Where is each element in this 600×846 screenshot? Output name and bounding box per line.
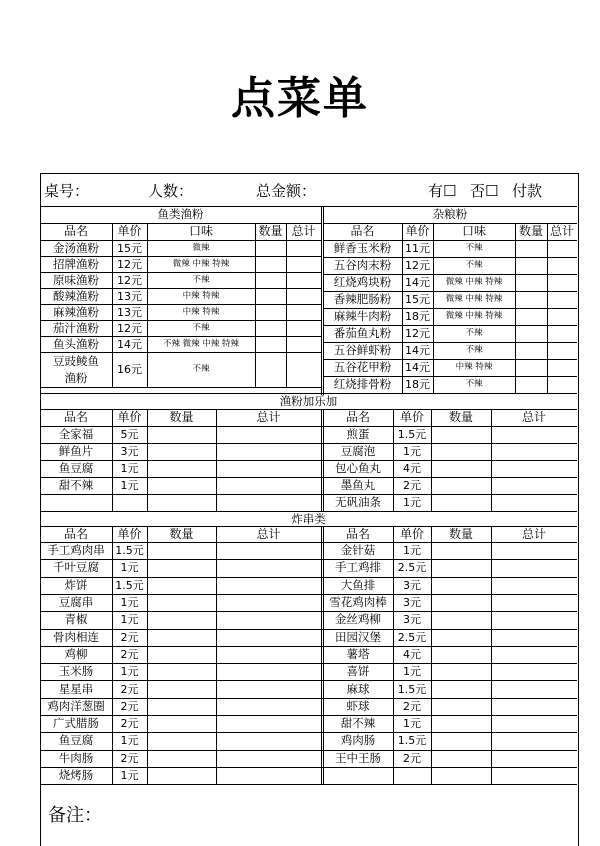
item-name: 煎蛋 (346, 427, 370, 441)
item-name: 香辣肥肠粉 (333, 292, 392, 306)
column-header: 单价 (399, 409, 424, 424)
column-header: 品名 (63, 526, 88, 541)
grid-line (112, 223, 113, 387)
taste-options[interactable]: 不辣 (192, 322, 210, 333)
column-header: 单价 (405, 224, 430, 238)
item-name: 鲜香玉米粉 (333, 241, 392, 255)
column-header: 品名 (345, 526, 370, 541)
item-name: 金针菇 (340, 543, 376, 558)
column-header: 数量 (169, 409, 194, 424)
item-name: 鸡肉肠 (340, 733, 376, 748)
item-name: 金丝鸡柳 (335, 612, 381, 627)
item-price: 2.5元 (397, 630, 427, 644)
item-name: 鱼豆腐 (58, 733, 94, 748)
taste-options[interactable]: 中辣 特辣 (182, 306, 220, 317)
column-header: 单价 (117, 224, 142, 238)
grid-line (147, 223, 148, 387)
item-price: 1元 (120, 462, 139, 475)
item-price: 13元 (117, 289, 142, 303)
item-name: 番茄鱼丸粉 (333, 326, 392, 340)
column-header: 口味 (461, 224, 486, 238)
item-price: 15元 (405, 293, 430, 306)
page-title: 点菜单 (231, 73, 369, 124)
item-price: 2元 (120, 751, 139, 765)
item-price: 4元 (403, 462, 421, 475)
grid-line (321, 206, 322, 395)
item-price: 2.5元 (397, 561, 427, 575)
grid-line (286, 223, 287, 387)
item-price: 1元 (120, 613, 139, 627)
item-price: 14元 (117, 337, 142, 351)
grid-line (431, 526, 432, 784)
item-name: 千叶豆腐 (53, 560, 99, 575)
grid-line (547, 223, 548, 393)
item-price: 1.5元 (397, 682, 427, 696)
column-header: 品名 (350, 224, 375, 238)
grid-line (255, 223, 256, 387)
item-name: 骨肉相连 (53, 629, 99, 644)
item-price: 1元 (120, 769, 139, 783)
item-price: 2元 (120, 717, 139, 731)
item-name: 鲜鱼片 (58, 444, 94, 458)
item-price: 1.5元 (115, 578, 144, 592)
item-name: 甜不辣 (58, 478, 94, 492)
item-name: 星星串 (58, 681, 94, 696)
item-price: 3元 (403, 578, 421, 592)
total-amount-label: 总金额： (256, 182, 317, 200)
item-name: 红烧排骨粉 (333, 377, 392, 391)
taste-options[interactable]: 微辣 中辣 特辣 (172, 258, 230, 269)
item-name: 薯塔 (346, 646, 370, 661)
item-name: 麻辣渔粉 (53, 304, 99, 319)
item-price: 13元 (117, 305, 142, 319)
item-name: 王中王肠 (335, 750, 381, 765)
column-header: 单价 (117, 409, 142, 424)
item-price: 12元 (405, 327, 430, 340)
item-price: 18元 (405, 310, 430, 323)
taste-options[interactable]: 不辣 (465, 260, 483, 270)
column-header: 数量 (518, 224, 543, 238)
order-header (40, 173, 577, 206)
item-price: 11元 (405, 242, 430, 255)
item-name: 甜不辣 (340, 716, 376, 731)
column-header: 总计 (521, 526, 546, 541)
taste-options[interactable]: 不辣 (465, 328, 483, 338)
item-name: 原味渔粉 (53, 272, 99, 287)
grid-line (147, 409, 148, 511)
item-price: 2元 (120, 630, 139, 644)
item-name: 豆豉鲮鱼 (53, 353, 99, 368)
item-price: 12元 (405, 259, 430, 272)
item-price: 1元 (403, 445, 421, 458)
item-name: 全家福 (58, 427, 94, 441)
item-name: 豆腐串 (58, 595, 94, 610)
item-price: 2元 (403, 699, 421, 713)
taste-options[interactable]: 不辣 (465, 379, 483, 389)
item-name: 鸡肉洋葱圈 (47, 698, 105, 713)
column-header: 数量 (448, 526, 473, 541)
item-price: 1元 (120, 734, 139, 748)
item-name: 烧烤肠 (58, 768, 94, 783)
item-name: 喜饼 (346, 664, 370, 679)
taste-options[interactable]: 中辣 特辣 (455, 362, 493, 372)
taste-options[interactable]: 微辣 中辣 特辣 (445, 277, 503, 287)
item-name: 田园汉堡 (335, 629, 381, 644)
item-price: 3元 (120, 445, 139, 458)
column-header: 总计 (521, 409, 546, 424)
grid-line (112, 526, 113, 784)
column-header: 数量 (448, 409, 473, 424)
item-price: 2元 (403, 479, 421, 492)
grid-line (40, 387, 321, 388)
item-price: 15元 (117, 241, 142, 255)
item-price: 1元 (120, 665, 139, 679)
no-checkbox[interactable]: 否☐ (470, 182, 499, 200)
column-header: 品名 (345, 409, 370, 424)
item-name: 酸辣渔粉 (53, 288, 99, 303)
item-name: 红烧鸡块粉 (333, 275, 392, 289)
item-name: 五谷肉末粉 (333, 258, 392, 272)
item-name: 鱼豆腐 (58, 461, 94, 475)
section-title-fish-noodles: 鱼类渔粉 (157, 207, 204, 221)
yes-checkbox[interactable]: 有☐ (428, 182, 457, 200)
taste-options[interactable]: 中辣 特辣 (182, 290, 220, 301)
item-price: 4元 (403, 647, 421, 661)
item-name: 茄汁渔粉 (53, 320, 99, 335)
grid-line (431, 409, 432, 511)
grid-line (40, 494, 577, 495)
item-name: 青椒 (64, 612, 88, 627)
item-price: 2元 (403, 751, 421, 765)
grid-line (393, 409, 394, 511)
column-header: 品名 (63, 409, 88, 424)
item-price: 2元 (120, 682, 139, 696)
item-price: 3元 (403, 596, 421, 610)
item-price: 12元 (117, 321, 142, 335)
item-name: 雪花鸡肉棒 (329, 595, 387, 610)
item-name: 玉米肠 (58, 664, 94, 679)
item-price: 5元 (120, 428, 139, 441)
item-price: 1.5元 (115, 544, 144, 558)
grid-line (515, 223, 516, 393)
item-name: 广式腊肠 (53, 716, 99, 731)
item-name: 招牌渔粉 (53, 256, 99, 271)
column-header: 总计 (291, 224, 316, 238)
item-name: 牛肉肠 (58, 750, 94, 765)
item-price: 1元 (120, 596, 139, 610)
taste-options[interactable]: 微辣 (192, 242, 210, 253)
item-name: 豆腐泡 (340, 444, 376, 458)
item-name: 麻辣牛肉粉 (333, 309, 392, 323)
item-price: 1.5元 (397, 428, 427, 441)
item-price: 2元 (120, 699, 139, 713)
item-price: 12元 (117, 273, 142, 287)
item-name: 五谷花甲粉 (333, 360, 392, 374)
column-header: 单价 (117, 526, 142, 541)
item-price: 3元 (403, 613, 421, 627)
table-number-label: 桌号： (44, 182, 90, 200)
item-price: 18元 (405, 378, 430, 391)
item-price: 1元 (403, 496, 421, 509)
grid-line (40, 784, 577, 785)
item-name: 金汤渔粉 (53, 240, 99, 255)
taste-options[interactable]: 微辣 中辣 特辣 (445, 294, 503, 304)
item-name: 包心鱼丸 (335, 461, 381, 475)
taste-options[interactable]: 不辣 (465, 243, 483, 253)
item-name: 墨鱼丸 (340, 478, 376, 492)
taste-options[interactable]: 不辣 (192, 274, 210, 285)
item-price: 14元 (405, 361, 430, 374)
item-price: 14元 (405, 276, 430, 289)
item-name: 炸饼 (64, 577, 88, 592)
grid-line (216, 409, 217, 511)
taste-options[interactable]: 不辣 微辣 中辣 特辣 (162, 338, 240, 349)
grid-line (112, 409, 113, 511)
item-name: 鱼头渔粉 (53, 336, 99, 351)
grid-line (323, 409, 324, 511)
section-title-grain-noodles: 杂粮粉 (432, 207, 468, 221)
grid-line (491, 526, 492, 784)
item-name: 虾球 (346, 698, 370, 713)
item-price: 1元 (403, 544, 421, 558)
column-header: 口味 (188, 224, 213, 238)
grid-line (323, 526, 324, 784)
payment-label: 付款 (512, 182, 543, 200)
section-title-addons: 渔粉加乐加 (279, 394, 338, 408)
column-header: 总计 (549, 224, 574, 238)
grid-line (433, 223, 434, 393)
column-header: 品名 (63, 224, 88, 238)
column-header: 单价 (399, 526, 424, 541)
item-price: 14元 (405, 344, 430, 357)
item-price: 1元 (120, 479, 139, 492)
taste-options[interactable]: 不辣 (465, 345, 483, 355)
grid-line (321, 526, 322, 784)
item-price: 1元 (120, 561, 139, 575)
people-count-label: 人数： (148, 182, 194, 200)
item-name: 手工鸡肉串 (47, 543, 105, 558)
grid-line (147, 526, 148, 784)
grid-line (402, 223, 403, 393)
item-name: 大鱼排 (340, 577, 376, 592)
remark-label: 备注： (48, 805, 102, 826)
item-price: 1元 (403, 717, 421, 731)
item-price: 1.5元 (397, 734, 427, 748)
column-header: 总计 (256, 526, 281, 541)
column-header: 数量 (258, 224, 283, 238)
item-price: 1元 (403, 665, 421, 679)
grid-line (491, 409, 492, 511)
item-price: 12元 (117, 257, 142, 271)
grid-line (216, 526, 217, 784)
column-header: 数量 (169, 526, 194, 541)
item-name: 手工鸡排 (335, 560, 381, 575)
item-price: 2元 (120, 647, 139, 661)
item-name: 渔粉 (64, 370, 88, 385)
item-name: 无矾油条 (335, 495, 381, 509)
item-name: 鸡柳 (64, 646, 88, 661)
item-price: 16元 (117, 363, 142, 376)
column-header: 总计 (256, 409, 281, 424)
taste-options[interactable]: 微辣 中辣 特辣 (445, 311, 503, 321)
taste-options[interactable]: 不辣 (192, 364, 210, 374)
item-name: 麻球 (346, 681, 370, 696)
item-name: 五谷鲜虾粉 (333, 343, 392, 357)
grid-line (393, 526, 394, 784)
grid-line (321, 409, 322, 511)
section-title-fried-skewers: 炸串类 (291, 512, 326, 526)
